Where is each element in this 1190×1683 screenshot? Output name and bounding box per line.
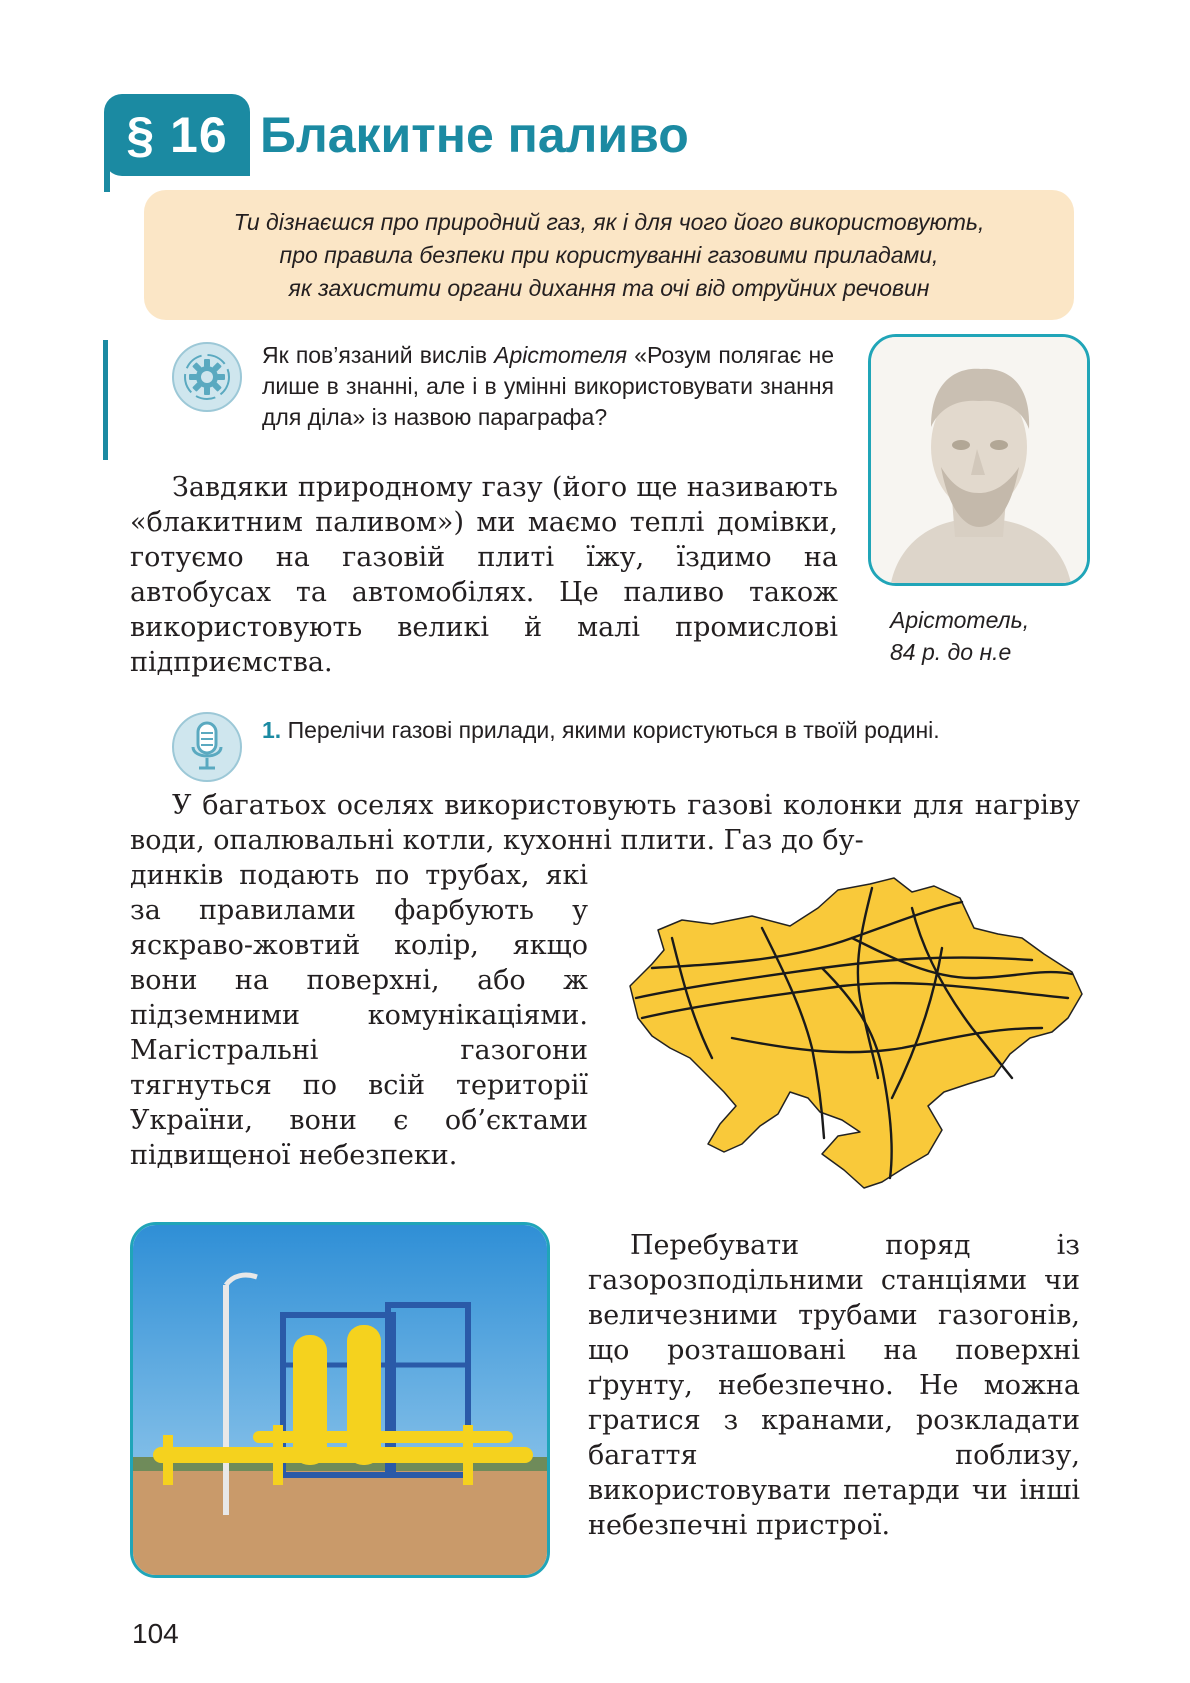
- microphone-icon: [172, 712, 242, 782]
- question-before: Як пов’язаний вислів: [262, 342, 495, 368]
- intro-box: [144, 190, 1074, 320]
- page-number: 104: [132, 1618, 179, 1649]
- caption-line: 84 р. до н.е: [890, 639, 1012, 665]
- intro-line: як захистити органи дихання та очі від отруйних речовин: [288, 274, 930, 301]
- paragraph: У багатьох оселях використовують газові колонки для нагріву води, опалювальні котли, кухонні плити. Газ до бу-: [130, 790, 1080, 856]
- accent-bar: [103, 340, 108, 460]
- paragraph: Перебувати поряд із газорозподільними станціями чи величезними трубами газогонів, що розташовані на поверхні ґрунту, небезпечно. Не можна гратися з кранами, розкладати багаття поблизу, використовувати петарди чи інші небезпечні пристрої.: [588, 1230, 1080, 1541]
- section-number: § 16: [126, 107, 228, 163]
- aristotle-portrait: [868, 334, 1090, 586]
- question-text: [262, 340, 834, 433]
- question-after: «Розум полягає не лише в знанні, але і в умінні використовувати знання для діла» із назвою параграфа?: [262, 342, 834, 430]
- task-body: Перелічи газові прилади, якими користуються в твоїй родині.: [281, 717, 940, 743]
- paragraph: динків подають по трубах, які за правилами фарбують у яскраво-жовтий колір, якщо вони на поверхні, або ж підземними комунікаціями. Магістральні газогони тягнуться по всій території України, вони є об’єктами підвищеної небезпеки.: [130, 860, 588, 1171]
- intro-line: про правила безпеки при користуванні газовими приладами,: [279, 241, 939, 268]
- paragraph: Завдяки природному газу (його ще називають «блакитним паливом») ми маємо теплі домівки, готуємо на газовій плиті їжу, їздимо на автобусах та автомобілях. Це паливо також використовують великі й малі промислові підприємства.: [130, 472, 838, 678]
- intro-line: Ти дізнаєшся про природний газ, як і для чого його використовують,: [233, 208, 985, 235]
- gas-station-photo: [130, 1222, 550, 1578]
- page-title: Блакитне паливо: [260, 107, 689, 163]
- gear-icon: [172, 342, 242, 412]
- question-author: Арістотеля: [494, 342, 628, 368]
- ukraine-pipeline-map: [612, 868, 1086, 1202]
- caption-line: Арістотель,: [890, 607, 1030, 633]
- task-text: [262, 716, 1080, 744]
- task-number: 1.: [262, 717, 282, 743]
- portrait-caption: [890, 604, 1090, 668]
